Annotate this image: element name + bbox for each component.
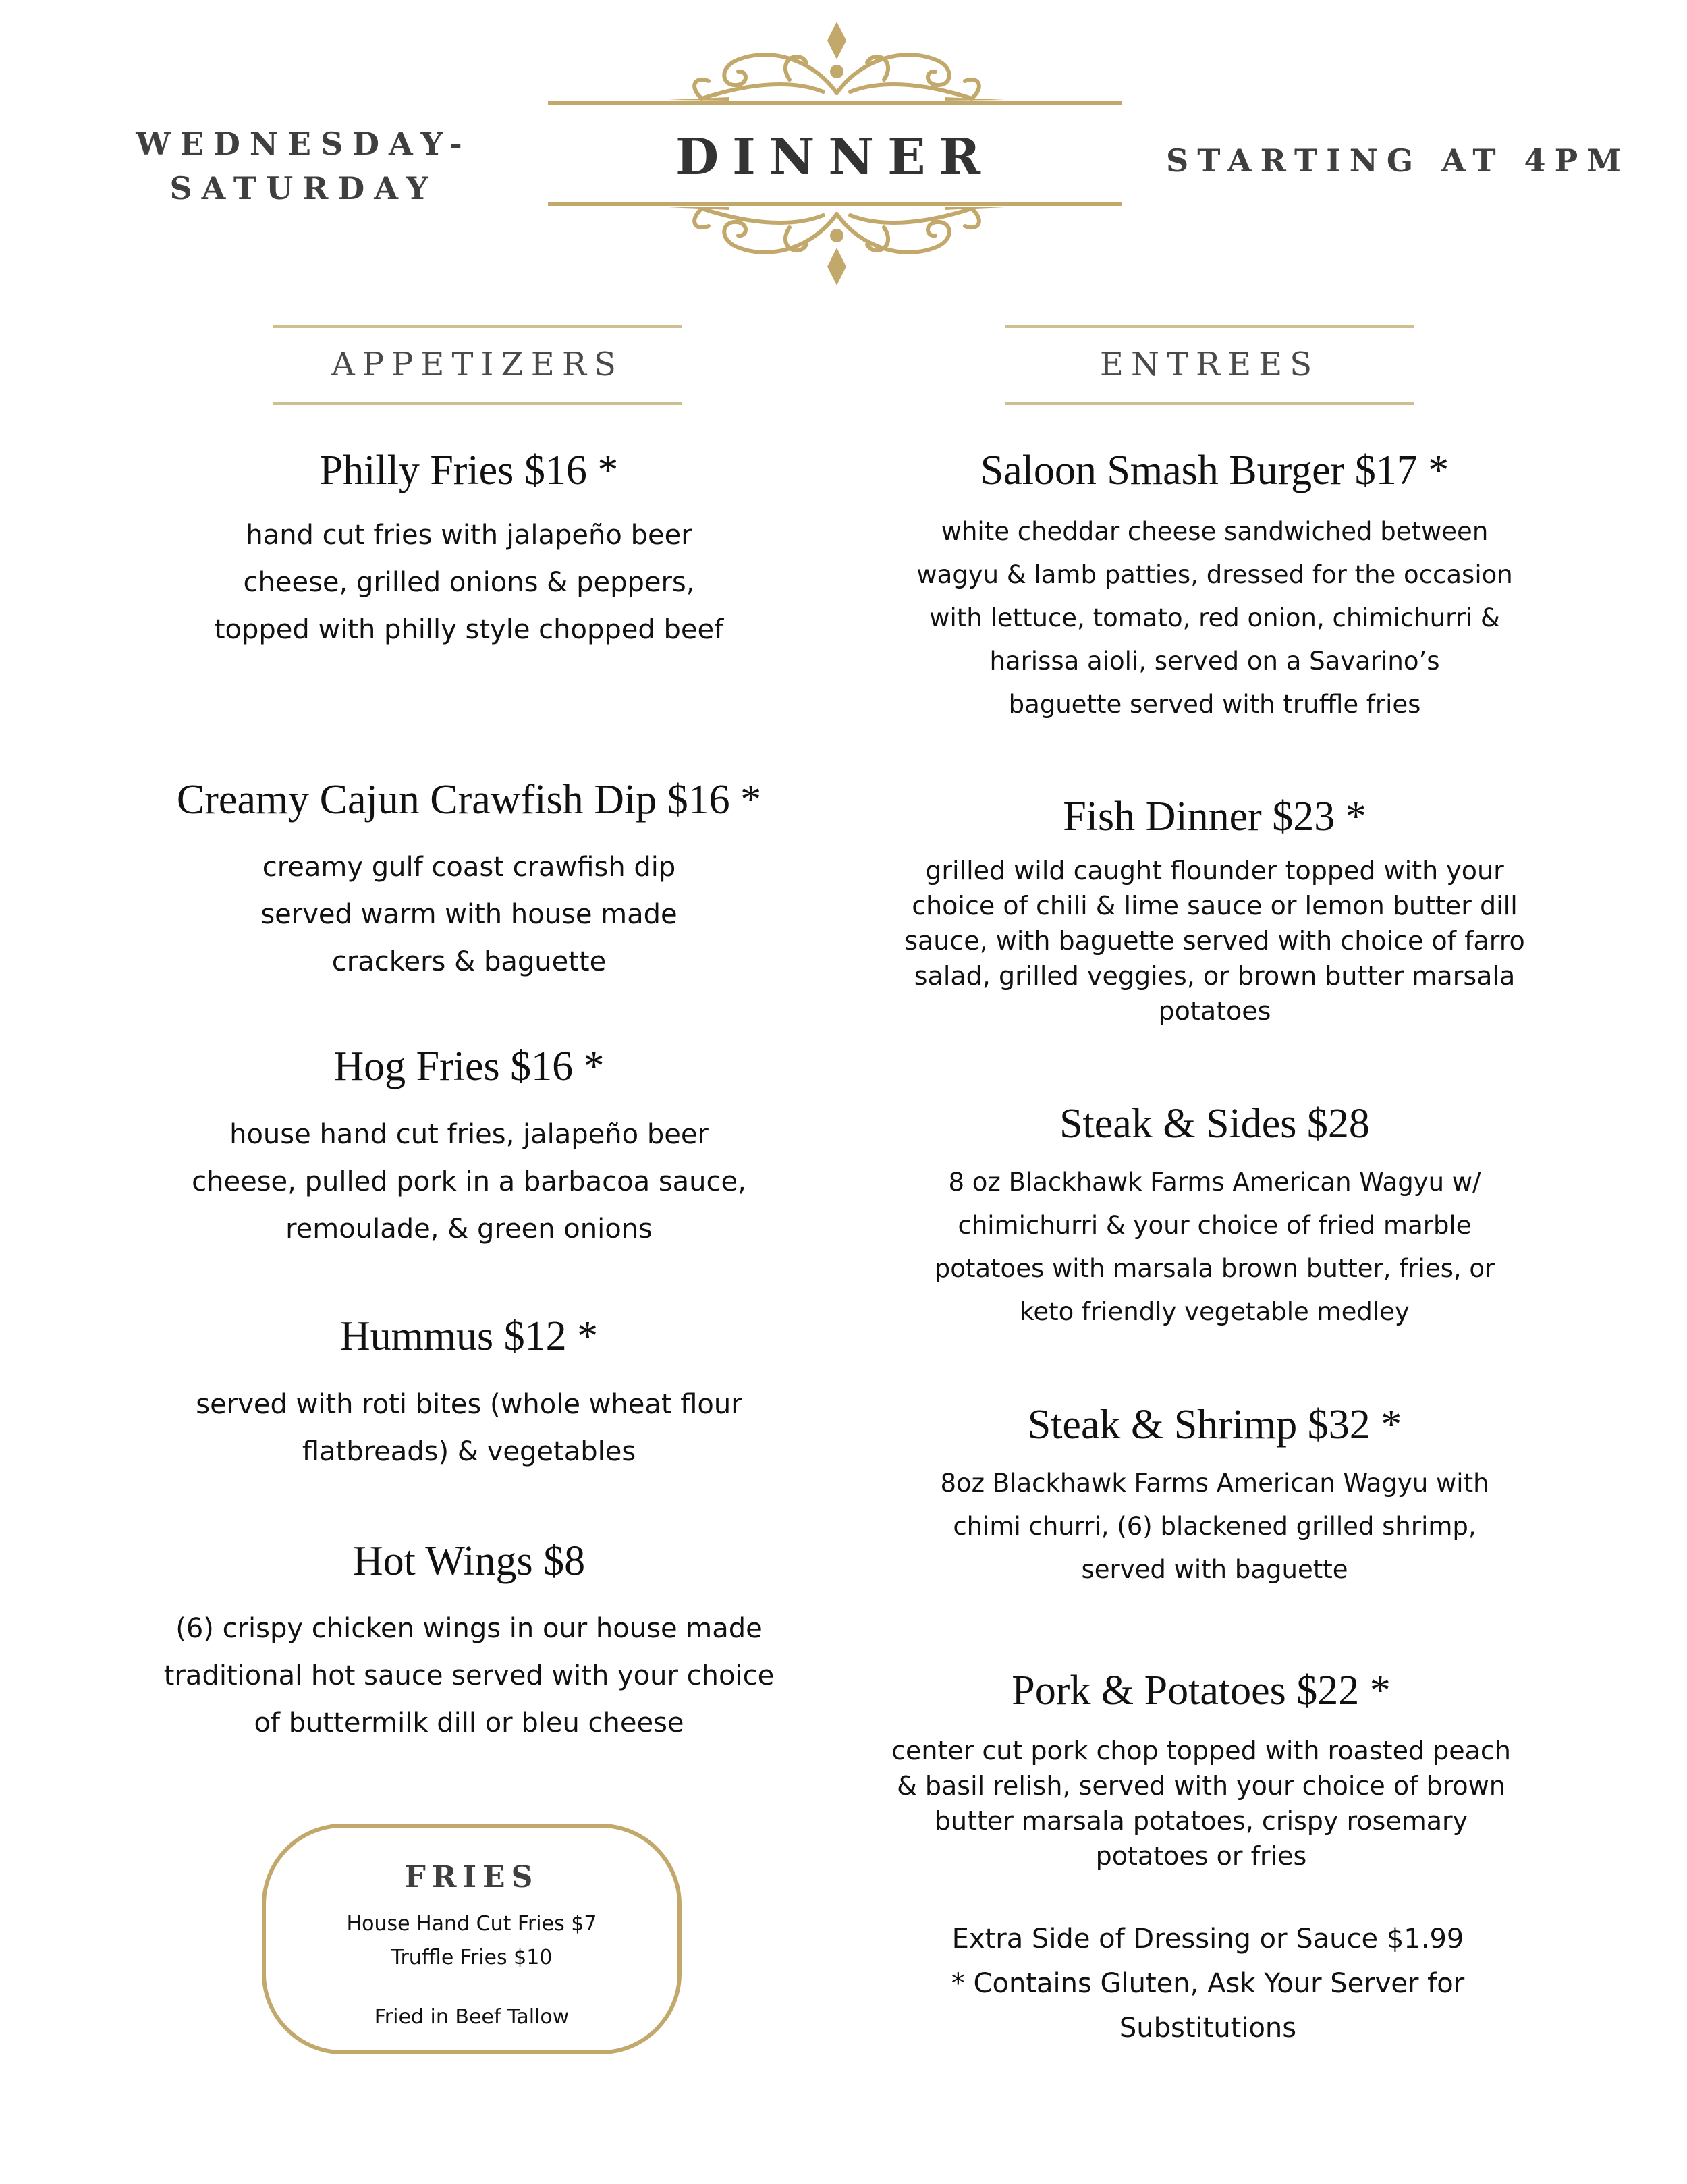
time-label: STARTING AT 4PM bbox=[1166, 142, 1630, 179]
item-description: center cut pork chop topped with roasted peach & basil relish, served with your choice of brown butter marsala potatoes, crispy rosemary potatoes or fries bbox=[891, 1736, 1511, 1871]
page-title: DINNER bbox=[675, 128, 994, 186]
appetizers-heading-top-rule bbox=[273, 325, 682, 328]
days-label: WEDNESDAY- SATURDAY bbox=[136, 126, 472, 207]
item-name: Saloon Smash Burger $17 * bbox=[980, 447, 1449, 493]
item-name: Steak & Shrimp $32 * bbox=[1027, 1402, 1402, 1448]
item-description: creamy gulf coast crawfish dip served warm with house made crackers & baguette bbox=[260, 852, 677, 977]
item-description: (6) crispy chicken wings in our house made traditional hot sauce served with your choice of buttermilk dill or bleu cheese bbox=[163, 1613, 775, 1739]
item-description: hand cut fries with jalapeño beer cheese, grilled onions & peppers, topped with philly style chopped beef bbox=[214, 520, 724, 645]
item-name: Pork & Potatoes $22 * bbox=[1012, 1668, 1391, 1714]
entrees-heading-top-rule bbox=[1005, 325, 1414, 328]
fries-heading: FRIES bbox=[404, 1860, 539, 1894]
item-name: Creamy Cajun Crawfish Dip $16 * bbox=[176, 777, 762, 823]
item-name: Hummus $12 * bbox=[339, 1313, 599, 1359]
fries-note: Fried in Beef Tallow bbox=[374, 2005, 570, 2029]
entrees-heading-bottom-rule bbox=[1005, 402, 1414, 405]
appetizers-heading: APPETIZERS bbox=[331, 346, 624, 383]
top-flourish-ornament bbox=[655, 19, 1019, 101]
item-name: Hog Fries $16 * bbox=[333, 1043, 605, 1089]
gluten-note: * Contains Gluten, Ask Your Server for Substitutions bbox=[951, 1968, 1465, 2044]
fries-line-truffle: Truffle Fries $10 bbox=[391, 1946, 553, 1969]
entrees-heading: ENTREES bbox=[1099, 346, 1320, 383]
appetizers-heading-bottom-rule bbox=[273, 402, 682, 405]
item-name: Fish Dinner $23 * bbox=[1063, 794, 1366, 840]
item-description: 8oz Blackhawk Farms American Wagyu with chimi churri, (6) blackened grilled shrimp, served with baguette bbox=[940, 1469, 1489, 1584]
bottom-flourish-ornament bbox=[655, 206, 1019, 288]
fries-line-house-cut: House Hand Cut Fries $7 bbox=[346, 1912, 597, 1936]
item-name: Steak & Sides $28 bbox=[1059, 1101, 1370, 1147]
extra-sauce-note: Extra Side of Dressing or Sauce $1.99 bbox=[951, 1923, 1464, 1955]
fries-box bbox=[262, 1824, 682, 2054]
item-description: grilled wild caught flounder topped with your choice of chili & lime sauce or lemon butter dill sauce, with baguette served with choice of farro salad, grilled veggies, or brown butter marsala potatoes bbox=[904, 856, 1525, 1026]
item-description: served with roti bites (whole wheat flour flatbreads) & vegetables bbox=[196, 1389, 742, 1467]
item-description: house hand cut fries, jalapeño beer cheese, pulled pork in a barbacoa sauce, remoulade, & green onions bbox=[192, 1119, 746, 1245]
item-description: white cheddar cheese sandwiched between wagyu & lamb patties, dressed for the occasion with lettuce, tomato, red onion, chimichurri & harissa aioli, served on a Savarino’s baguette served with truffle fries bbox=[916, 517, 1513, 719]
title-top-line bbox=[548, 101, 1122, 105]
item-description: 8 oz Blackhawk Farms American Wagyu w/ chimichurri & your choice of fried marble potatoes with marsala brown butter, fries, or keto friendly vegetable medley bbox=[934, 1168, 1495, 1326]
item-name: Philly Fries $16 * bbox=[319, 447, 619, 493]
item-name: Hot Wings $8 bbox=[352, 1538, 586, 1584]
